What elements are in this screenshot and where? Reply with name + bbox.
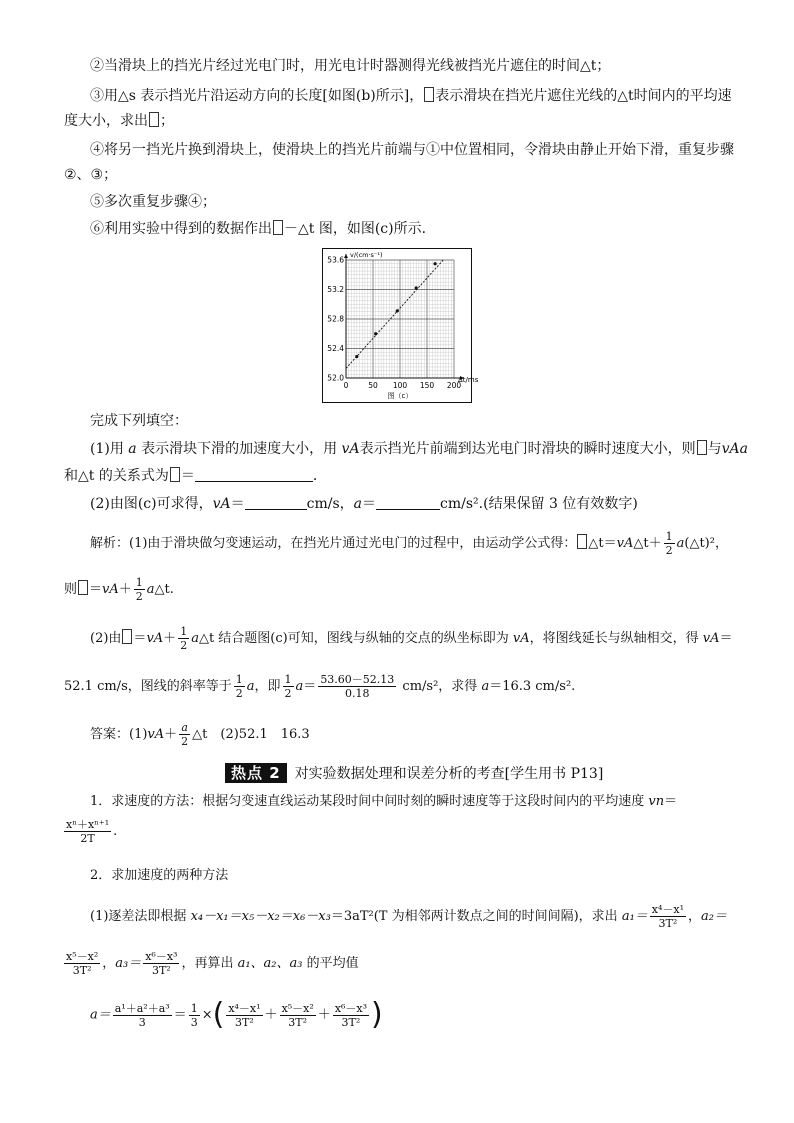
vbar-symbol	[273, 220, 283, 235]
avg-left: a＝	[90, 1007, 111, 1023]
frac-num: a	[179, 721, 190, 735]
data-point	[434, 262, 437, 265]
frac-num: x⁴－x¹	[651, 903, 685, 916]
m2-a: (1)逐差法即根据	[90, 909, 191, 924]
x-tick-label: 200	[446, 381, 462, 390]
fraction-vn	[64, 818, 111, 845]
step-6-text-a: ⑥利用实验中得到的数据作出	[90, 221, 272, 237]
method-1	[90, 792, 677, 812]
sol-4c: ＝	[303, 679, 317, 694]
frac-num: 1	[135, 576, 143, 589]
frac-den: 3T²	[235, 1015, 254, 1029]
method-2-line-1	[90, 903, 727, 930]
hot-badge: 热点 2	[225, 763, 287, 783]
data-point	[374, 332, 377, 335]
sol-1d: (△t)²，	[684, 536, 728, 551]
data-point	[415, 286, 418, 289]
sym-vA: vA	[702, 631, 720, 646]
frac-den: 2	[284, 687, 292, 700]
frac-den: 3	[138, 1015, 146, 1029]
step-3-text-a: ③用△s 表示挡光片沿运动方向的长度[如图(b)所示]，	[90, 88, 424, 104]
step-3-text-d: ；	[160, 113, 174, 129]
frac-den: 2	[665, 544, 673, 557]
sol-3f: ＝	[719, 631, 733, 646]
step-6-text-b: －△t 图，如图(c)所示．	[284, 221, 436, 237]
fraction-half-a	[234, 673, 245, 700]
chart-grid	[346, 260, 454, 378]
sym-vA: vA	[212, 496, 231, 512]
sym-vA: vA	[721, 441, 740, 457]
step-5: ⑤多次重复步骤④；	[90, 194, 216, 210]
fraction-a-half	[179, 721, 190, 748]
x-tick-label: 150	[419, 381, 435, 390]
step-3-text-b: 表示滑块在挡光片遮住光线的△t时间内的平均速	[435, 88, 732, 104]
frac-num: 1	[665, 530, 673, 543]
times: ×	[201, 1007, 213, 1023]
q2-a: (2)由图(c)可求得，	[90, 496, 213, 512]
x-tick-label: 100	[392, 381, 408, 390]
fraction-avg	[113, 1002, 172, 1029]
step-3-text-c: 度大小，求出	[64, 113, 148, 129]
solution-line-3	[90, 625, 733, 652]
m2-d: ，	[102, 956, 116, 971]
q2-e: cm/s².(结果保留 3 位有效数字)	[440, 496, 638, 512]
m2-f: 的平均值	[302, 956, 359, 971]
sym-a: a	[739, 441, 748, 457]
step-2: ②当滑块上的挡光片经过光电门时，用光电计时器测得光线被挡光片遮住的时间△t；	[90, 58, 611, 74]
q1-d: 与	[707, 441, 722, 457]
fraction-slope	[318, 673, 396, 700]
vbar-symbol	[170, 467, 180, 482]
m2-e: ，再算出	[181, 956, 238, 971]
fraction-half	[664, 530, 675, 557]
sol-2b: ＝	[89, 582, 103, 597]
frac-num: 1	[235, 673, 243, 686]
step-3-cont	[64, 111, 174, 131]
data-point	[355, 355, 358, 358]
frac-num: xⁿ＋xⁿ⁺¹	[66, 818, 110, 831]
m1-a: 1．求速度的方法：根据匀变速直线运动某段时间中间时刻的瞬时速度等于这段时间内的平均速度	[90, 794, 649, 809]
plus: ＋	[317, 1007, 331, 1023]
answer-blank-1[interactable]	[195, 467, 313, 482]
sym-a2: a₂＝	[701, 909, 727, 924]
question-2	[90, 494, 638, 514]
sym-a: a	[246, 679, 255, 694]
sol-1a: 解析：(1)由于滑块做匀变速运动，在挡光片通过光电门的过程中，由运动学公式得：	[90, 536, 577, 551]
fraction-term-3	[333, 1002, 369, 1029]
sym-vA: vA	[512, 631, 530, 646]
fraction-term-2	[280, 1002, 316, 1029]
answer-blank-vA[interactable]	[245, 495, 307, 510]
q1-g: ．	[312, 468, 327, 484]
sol-3a: (2)由	[90, 631, 122, 646]
vbar-symbol	[78, 580, 88, 595]
sym-a: a	[191, 631, 199, 646]
frac-den: 3T²	[658, 917, 678, 930]
average-formula	[90, 997, 383, 1032]
vbar-symbol	[424, 87, 434, 102]
fraction-a3	[143, 950, 179, 977]
frac-den: 2T	[80, 832, 95, 845]
y-axis-label: v/(cm·s⁻¹)	[350, 251, 383, 259]
frac-num: x⁶－x³	[334, 1001, 368, 1015]
frac-den: 2	[181, 735, 189, 748]
sym-a123: a₁、a₂、a₃	[237, 956, 303, 971]
sol-4b: ，即	[254, 679, 281, 694]
frac-num: x⁶－x³	[145, 950, 178, 963]
step-4: ④将另一挡光片换到滑块上，使滑块上的挡光片前端与①中位置相同，令滑块由静止开始下滑，重复步骤	[90, 142, 734, 158]
frac-den: 2	[180, 639, 188, 652]
q2-b: ＝	[230, 496, 245, 512]
step-4-cont: ②、③；	[64, 167, 118, 183]
method-2-title: 2．求加速度的两种方法	[90, 868, 229, 883]
q1-e: 和△t 的关系式为	[64, 468, 169, 484]
sym-vA: vA	[616, 536, 634, 551]
frac-den: 3T²	[288, 1015, 308, 1029]
x-tick-label: 50	[368, 381, 378, 390]
frac-den: 0.18	[345, 687, 370, 700]
sym-diffs: x₄－x₁＝x₅－x₂＝x₆－x₃	[190, 909, 331, 924]
solution-line-4	[64, 673, 575, 700]
fraction-term-1	[226, 1002, 262, 1029]
answer-blank-a[interactable]	[376, 495, 440, 510]
frac-den: 3T²	[72, 964, 92, 977]
q1-b: 表示滑块下滑的加速度大小，用	[136, 441, 342, 457]
frac-num: x⁵－x²	[281, 1001, 314, 1015]
frac-num: x⁴－x¹	[228, 1001, 261, 1015]
sym-vA: vA	[146, 631, 164, 646]
vbar-symbol	[149, 112, 159, 127]
sym-a: a	[353, 496, 363, 512]
x-tick-label: 0	[343, 381, 349, 390]
answer-line	[90, 721, 310, 748]
frac-den: 2	[135, 590, 143, 603]
sol-2c: ＋	[118, 582, 132, 597]
fraction-third	[189, 1002, 200, 1029]
equals: ＝	[173, 1007, 187, 1023]
fraction-half	[178, 625, 189, 652]
sol-4a: 52.1 cm/s，图线的斜率等于	[64, 679, 232, 694]
sol-2d: △t.	[154, 582, 174, 597]
sym-a1: a₁＝	[621, 909, 648, 924]
chart-title: 图（c）	[387, 392, 413, 400]
frac-den: 3	[190, 1015, 198, 1029]
right-paren: )	[371, 997, 383, 1032]
sol-3e: ，将图线延长与纵轴相交，得	[529, 631, 703, 646]
x-axis-label: Δt/ms	[458, 376, 479, 384]
sym-a: a	[146, 582, 155, 597]
ans-c: △t (2)52.1 16.3	[192, 727, 310, 742]
question-1-cont	[64, 466, 327, 486]
q2-c: cm/s，	[306, 496, 354, 512]
method-1-frac	[64, 818, 117, 845]
vbar-symbol	[577, 534, 587, 549]
q2-d: ＝	[362, 496, 377, 512]
sol-3c: ＋	[163, 631, 177, 646]
chart-svg	[322, 248, 479, 403]
y-tick-label: 52.8	[327, 314, 344, 324]
data-point	[396, 309, 399, 312]
frac-num: a¹＋a²＋a³	[114, 1001, 170, 1015]
solution-line-2	[64, 576, 174, 603]
sol-2a: 则	[64, 582, 78, 597]
solution-line-1	[90, 530, 728, 557]
y-tick-label: 52.4	[327, 344, 344, 353]
frac-num: 1	[190, 1001, 198, 1015]
step-3	[90, 86, 732, 106]
frac-num: 53.60－52.13	[320, 673, 395, 686]
frac-den: 2	[235, 687, 243, 700]
fraction-a1	[650, 903, 686, 930]
fill-intro: 完成下列填空：	[90, 413, 188, 429]
fraction-half	[283, 673, 294, 700]
velocity-time-chart	[322, 248, 479, 403]
vbar-symbol	[697, 440, 707, 455]
sol-4d: cm/s²，求得	[398, 679, 482, 694]
ans-b: ＋	[164, 727, 178, 742]
sym-a: a	[676, 536, 685, 551]
hot-title: 对实验数据处理和误差分析的考查[学生用书 P13]	[294, 766, 604, 782]
m2-c: ，	[688, 909, 702, 924]
sym-vA: vA	[102, 582, 119, 597]
plus: ＋	[264, 1007, 278, 1023]
method-2-line-2	[64, 950, 359, 977]
sym-a: a	[295, 679, 304, 694]
sym-a: a	[481, 679, 490, 694]
fraction-half	[134, 576, 145, 603]
y-tick-label: 52.0	[327, 373, 344, 383]
q1-c: 表示挡光片前端到达光电门时滑块的瞬时速度大小，则	[359, 441, 696, 457]
ans-a: 答案：(1)	[90, 727, 148, 742]
sol-4e: ＝16.3 cm/s².	[489, 679, 576, 694]
frac-den: 3T²	[151, 964, 171, 977]
sol-1c: △t＋	[633, 536, 662, 551]
q1-f: ＝	[180, 468, 195, 484]
sym-a3: a₃＝	[115, 956, 142, 971]
sol-3b: ＝	[133, 631, 147, 646]
sym-vA: vA	[147, 727, 165, 742]
frac-num: x⁵－x²	[66, 950, 99, 963]
q1-a: (1)用	[90, 441, 129, 457]
step-6	[90, 219, 436, 239]
y-tick-label: 53.2	[327, 285, 344, 294]
m2-b: ＝3aT²(T 为相邻两计数点之间的时间间隔)，求出	[330, 909, 622, 924]
sym-a: a	[128, 441, 137, 457]
fraction-a2	[64, 950, 100, 977]
m1-b: ＝	[664, 794, 678, 809]
sym-vn: vn	[648, 794, 665, 809]
hot-point-heading	[225, 763, 603, 784]
sol-3d: △t 结合题图(c)可知，图线与纵轴的交点的纵坐标即为	[198, 631, 513, 646]
chart-frame	[323, 249, 472, 403]
y-tick-label: 53.6	[327, 255, 344, 265]
left-paren: (	[212, 997, 225, 1032]
sym-vA: vA	[341, 441, 360, 457]
frac-num: 1	[284, 673, 292, 686]
frac-den: 3T²	[341, 1015, 361, 1029]
question-1	[90, 439, 748, 459]
vbar-symbol	[122, 629, 132, 644]
frac-num: 1	[180, 625, 188, 638]
sol-1b: △t＝	[588, 536, 617, 551]
m1-c: .	[113, 824, 118, 839]
